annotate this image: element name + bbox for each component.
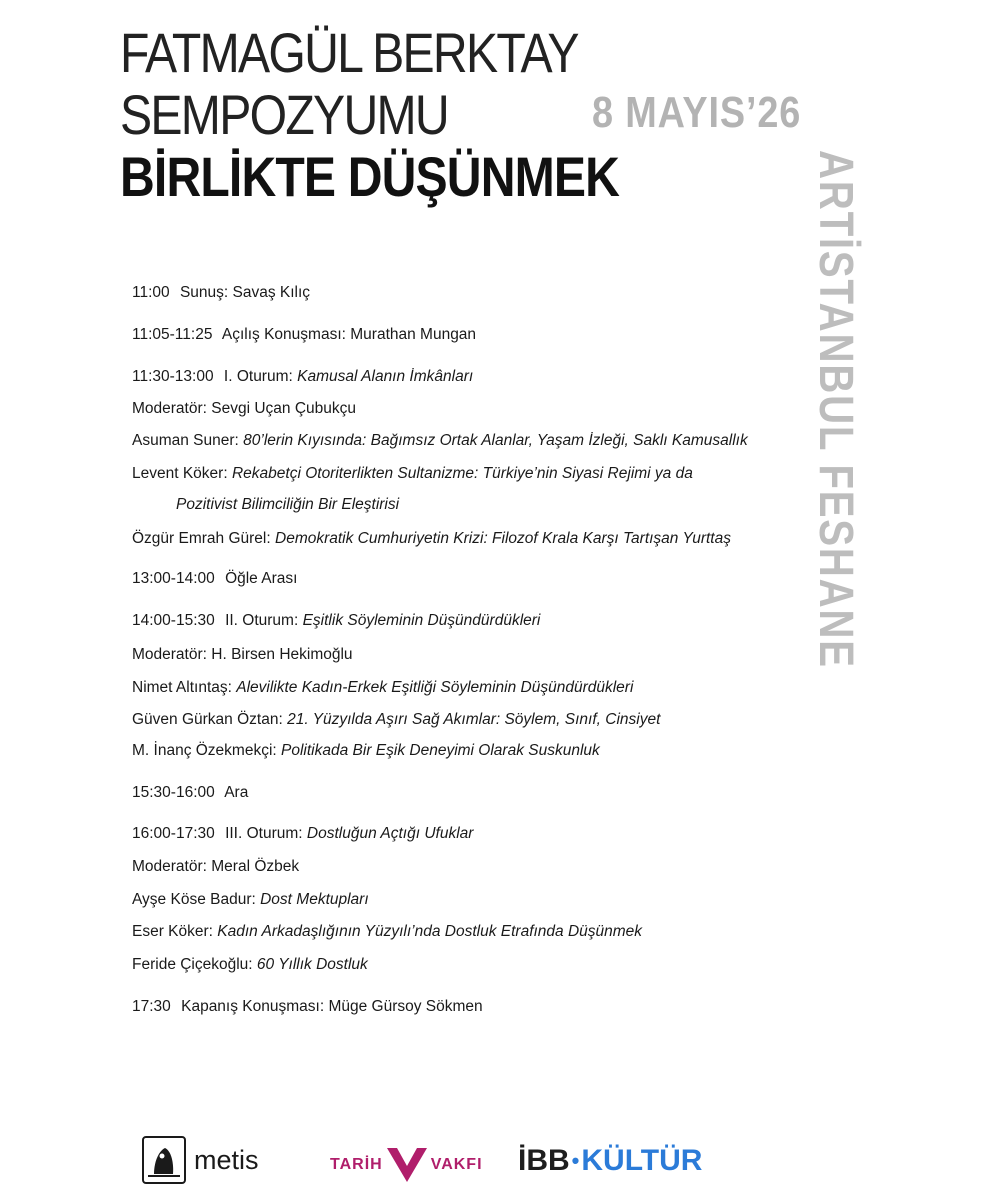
program-item: Moderatör: H. Birsen Hekimoğlu (132, 646, 353, 663)
tarih-word: TARİH (330, 1156, 383, 1173)
title-theme: BİRLİKTE DÜŞÜNMEK (120, 145, 620, 208)
program-item: Levent Köker: Rekabetçi Otoriterlikten Sultanizme: Türkiye’nin Siyasi Rejimi ya da (132, 465, 693, 482)
program-item: Özgür Emrah Gürel: Demokratik Cumhuriyetin Krizi: Filozof Krala Karşı Tartışan Yurttaş (132, 530, 731, 547)
metis-name: metis (194, 1144, 259, 1175)
vakfi-word: VAKFI (430, 1156, 483, 1173)
kultur-word: KÜLTÜR (581, 1144, 703, 1177)
title-name: FATMAGÜL BERKTAY (120, 21, 578, 84)
program-item: Eser Köker: Kadın Arkadaşlığının Yüzyılı’nda Dostluk Etrafında Düşünmek (132, 923, 643, 940)
program-item: M. İnanç Özekmekçi: Politikada Bir Eşik Deneyimi Olarak Suskunluk (132, 742, 600, 759)
tarih-vakfi-logo (330, 1146, 483, 1184)
ibb-word: İBB (518, 1144, 570, 1177)
program-item: 16:00-17:30 III. Oturum: Dostluğun Açtığı Ufuklar (132, 825, 474, 842)
venue-label: ARTİSTANBUL FESHANE (809, 150, 862, 669)
program-item: Asuman Suner: 80’lerin Kıyısında: Bağımsız Ortak Alanlar, Yaşam İzleği, Saklı Kamusallık (132, 432, 748, 449)
ibb-separator: • (571, 1148, 580, 1173)
program-item: Ayşe Köse Badur: Dost Mektupları (132, 891, 369, 908)
program-item: Feride Çiçekoğlu: 60 Yıllık Dostluk (132, 956, 368, 973)
program-item: 17:30 Kapanış Konuşması: Müge Gürsoy Sökmen (132, 998, 483, 1015)
program-item: 11:30-13:00 I. Oturum: Kamusal Alanın İmkânları (132, 368, 474, 385)
program-item: Nimet Altıntaş: Alevilikte Kadın-Erkek Eşitliği Söyleminin Düşündürdükleri (132, 679, 634, 696)
metis-logo (140, 1134, 259, 1186)
program-item: 13:00-14:00 Öğle Arası (132, 570, 298, 587)
program-item: Güven Gürkan Öztan: 21. Yüzyılda Aşırı Sağ Akımlar: Söylem, Sınıf, Cinsiyet (132, 711, 661, 728)
program-item: Moderatör: Sevgi Uçan Çubukçu (132, 400, 357, 417)
venue (800, 150, 870, 710)
owl-icon (140, 1134, 188, 1186)
sponsor-logos (0, 1110, 997, 1200)
title-event: SEMPOZYUMU (120, 83, 448, 146)
program-item: 11:05-11:25 Açılış Konuşması: Murathan Mungan (132, 326, 477, 343)
program-item: 15:30-16:00 Ara (132, 784, 249, 801)
event-date: 8 MAYIS’26 (592, 88, 802, 137)
program-item: Moderatör: Meral Özbek (132, 858, 300, 875)
ibb-kultur-logo (518, 1144, 702, 1178)
program-item: 11:00 Sunuş: Savaş Kılıç (132, 284, 311, 301)
program-item: Pozitivist Bilimciliğin Bir Eleştirisi (176, 496, 400, 513)
v-mark-icon (385, 1146, 429, 1184)
program-item: 14:00-15:30 II. Oturum: Eşitlik Söyleminin Düşündürdükleri (132, 612, 541, 629)
